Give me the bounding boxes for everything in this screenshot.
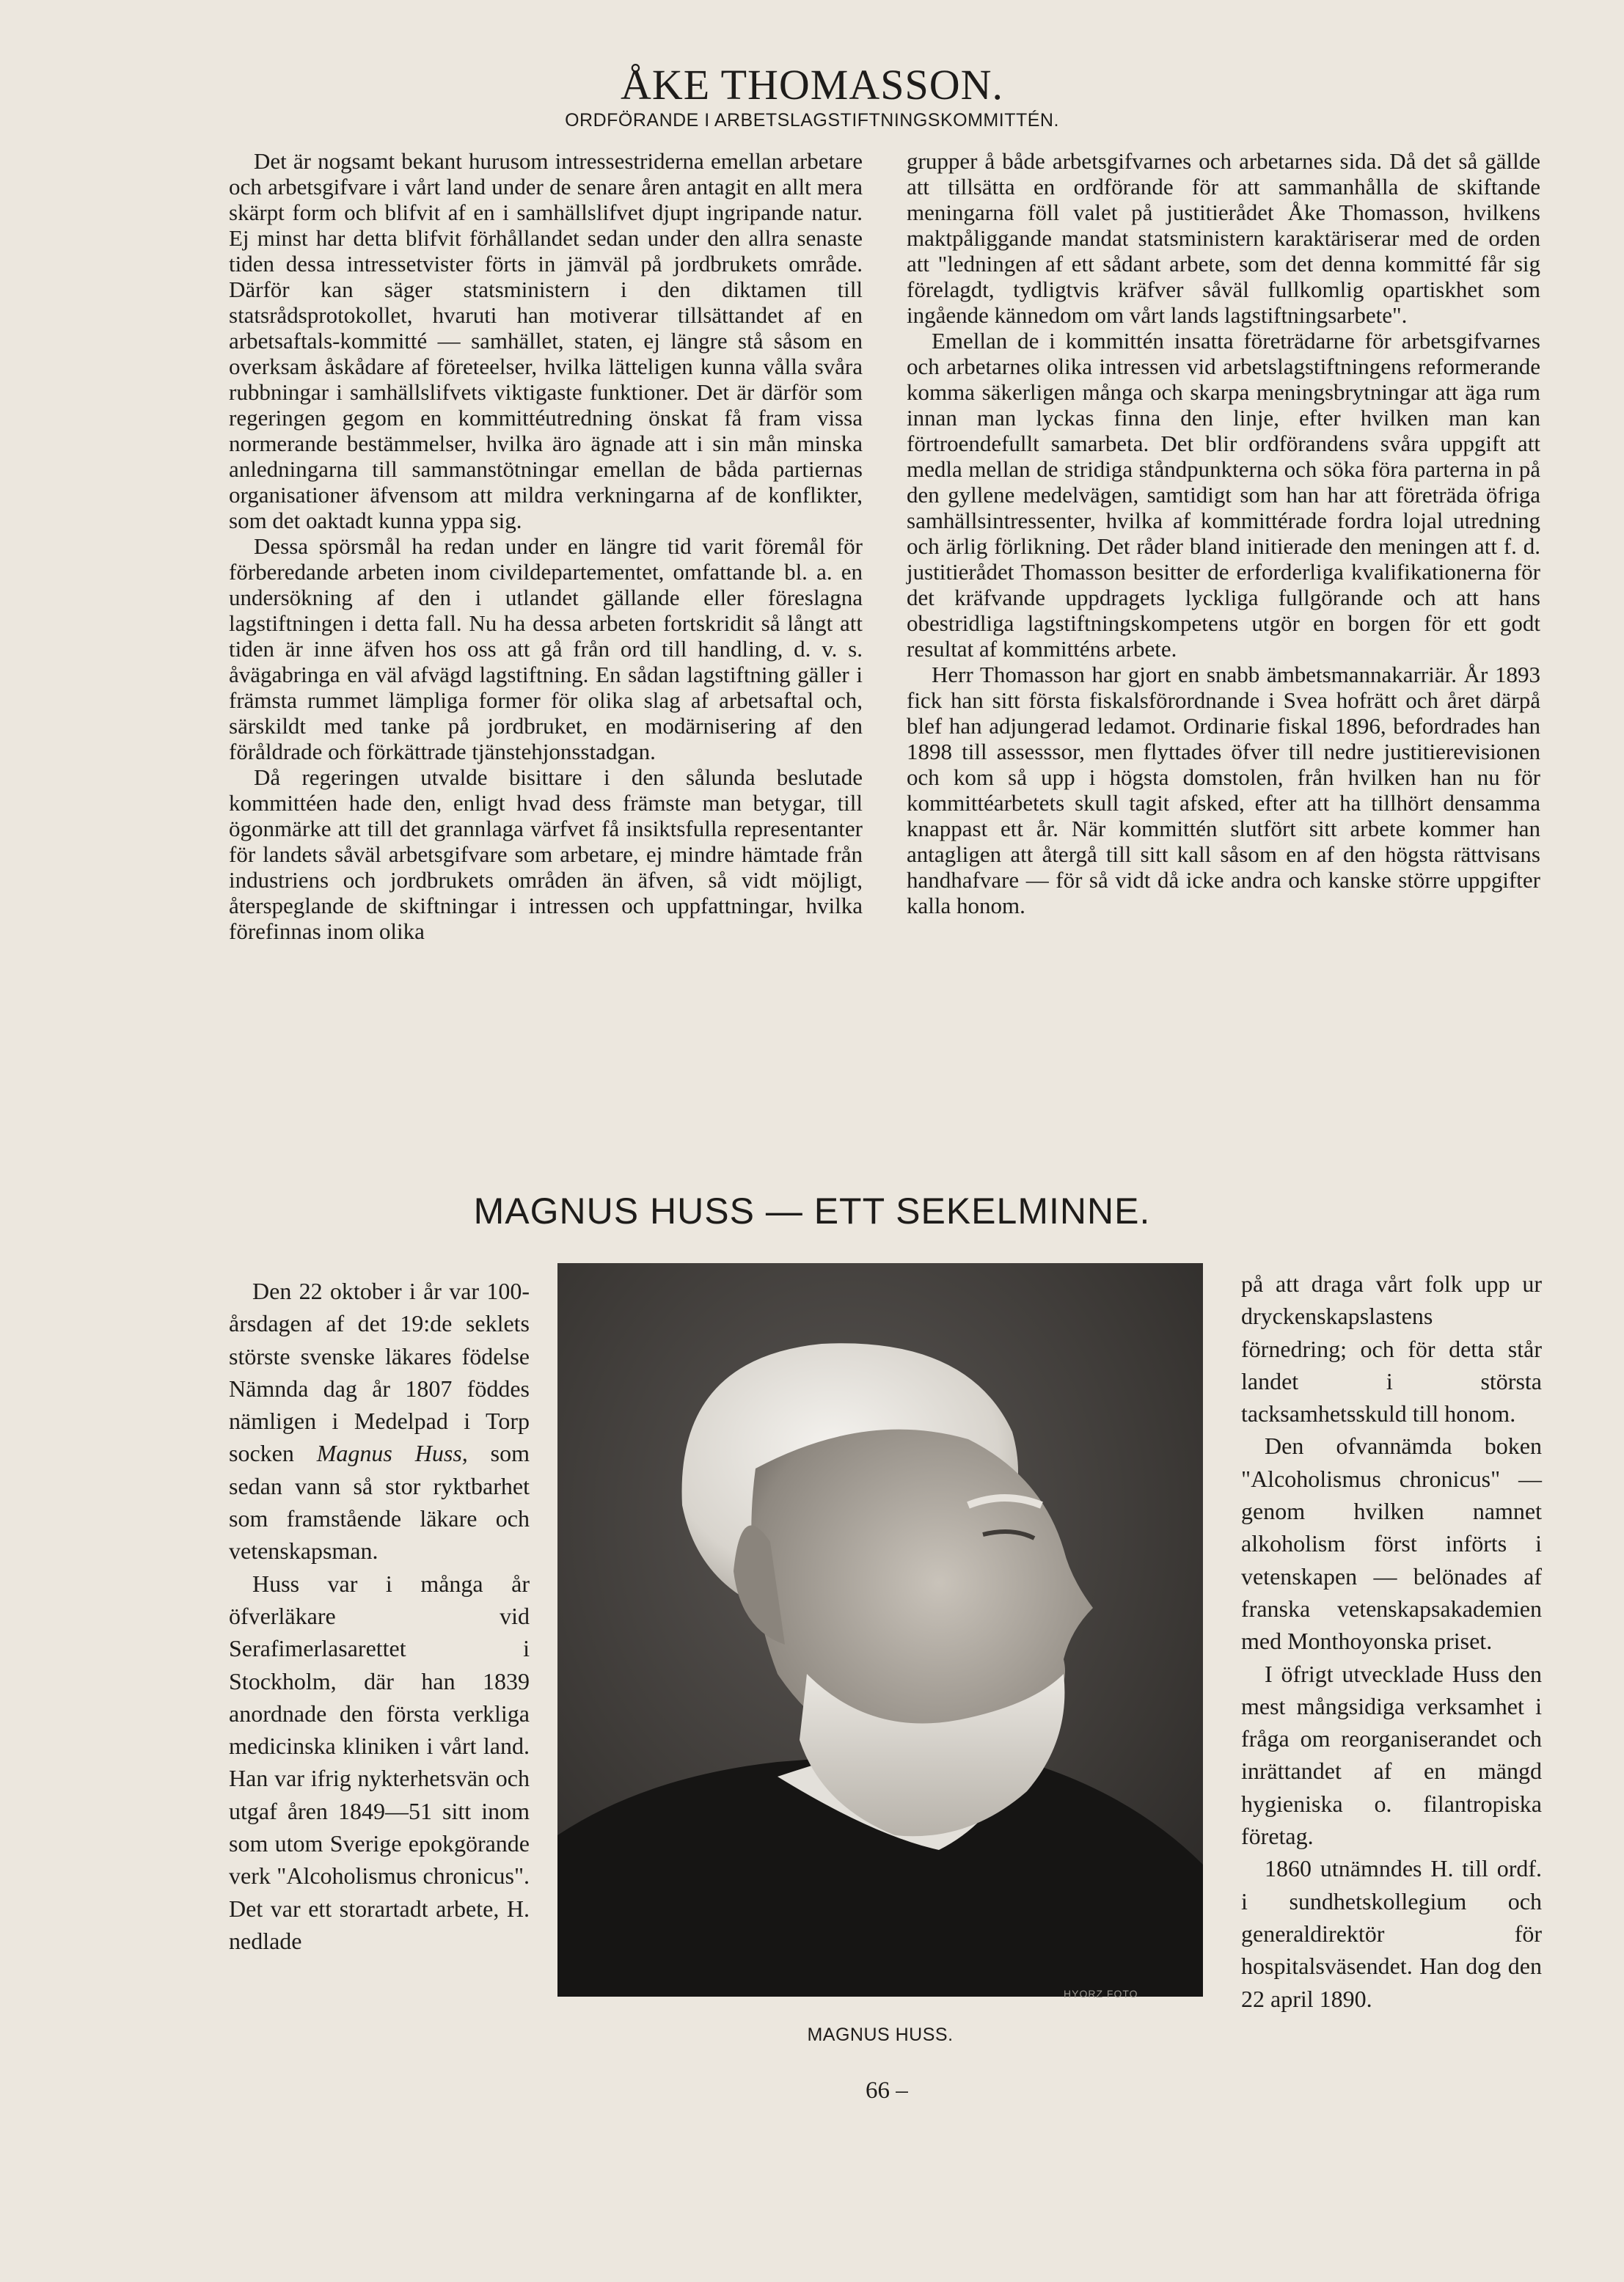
paragraph: på att draga vårt folk upp ur dryckenskapslastens förnedring; och för detta står landet i största tacksamhetsskuld till honom. — [1241, 1270, 1542, 1427]
person-name: Magnus Huss, — [316, 1440, 468, 1467]
paragraph: Emellan de i kommittén insatta företrädarne för arbetsgifvarnes och arbetarnes olika intressen vid arbetslagstiftningens reformerande komma säkerligen många och skarpa meningsbrytningar att äga rum innan man lyckas finna den linje, efter hvilken man kan förtroendefullt samarbeta. Det blir ordförandens svåra uppgift att medla mellan de stridiga ståndpunkterna och söka föra parterna in på den gyllene medelvägen, samtidigt som han har att företräda öfriga samhällsintressenter, hvilka af kommittérade fordra lojal utredning och ärlig förlikning. Det råder bland initierade den meningen att f. d. justitierådet Thomasson besitter de erforderliga kvalifikationerna för det kräfvande uppdragets lyckliga fullgörande och att hans obestridliga lagstiftningskompetens utgör en borgen för ett godt resultat af kommitténs arbete. — [907, 328, 1540, 662]
paragraph — [229, 1275, 530, 1568]
text-run: Den 22 oktober i år var 100-årsdagen af det 19:de seklets störste svenske läkares födelse Nämnda dag år 1807 föddes nämligen i Medelpad i Torp socken — [229, 1278, 530, 1467]
paragraph: 1860 utnämndes H. till ordf. i sundhetskollegium och generaldirektör för hospitalsväsendet. Han dog den 22 april 1890. — [1241, 1855, 1542, 2012]
paragraph: Dessa spörsmål ha redan under en längre tid varit föremål för förberedande arbeten inom civildepartementet, omfattande bl. a. en undersökning af den i utlandet gällande eller föreslagna lagstiftningen i detta fall. Nu ha dessa arbeten fortskridit så långt att tiden är inne äfven hos oss att gå från ord till handling, d. v. s. åvägabringa en väl afvägd lagstiftning. En sådan lagstiftning gäller i främsta rummet lämpliga former för olika slag af arbetsaftal och, särskildt med tanke på jordbruket, en modärnisering af den föråldrade och förkättrade tjänstehjonsstadgan. — [229, 533, 863, 764]
article-subtitle: ORDFÖRANDE I ARBETSLAGSTIFTNINGSKOMMITTÉN. — [565, 110, 1059, 131]
photo-caption: MAGNUS HUSS. — [807, 2025, 954, 2045]
paragraph: Herr Thomasson har gjort en snabb ämbetsmannakarriär. År 1893 fick han sitt första fiskalsförordnande i Svea hofrätt och året därpå blef han adjungerad ledamot. Ordinarie fiskal 1896, befordrades han 1898 till assesssor, men flyttades öfver till nedre justitierevisionen och kom så upp i högsta domstolen, från hvilken han nu för kommittéarbetets skull tagit afsked, efter att ha tillhört densamma knappast ett år. När kommittén slutfört sitt arbete kommer han antagligen att återgå till sitt kall såsom en af den högsta rättvisans handhafvare — för så vidt då icke andra och kanske större uppgifter kalla honom. — [907, 662, 1540, 918]
photo-credit: HYORZ FOTO — [1064, 1988, 1138, 2000]
thomasson-left-column — [229, 148, 863, 944]
text-run: som sedan vann så stor ryktbarhet som framstående läkare och vetenskapsman. — [229, 1440, 530, 1565]
huss-right-column — [1241, 1268, 1542, 2015]
paragraph: Det är nogsamt bekant hurusom intressestriderna emellan arbetare och arbetsgifvare i vårt land under de senare åren antagit en allt mera skärpt form och blifvit af en i samhällslifvet djupt ingripande natur. Ej minst har detta blifvit förhållandet sedan under den allra senaste tiden dessa intressetvister förts in jämväl på jordbrukets område. Därför kan säger statsministern i den diktamen till statsrådsprotokollet, hvaruti han motiverar tillsättandet af en arbetsaftals-kommitté — samhället, staten, ej längre stå såsom en overksam åskådare af företeelser, hvilka lätteligen kunna vålla svåra rubbningar i samhällslifvets viktigaste funktioner. Det är därför som regeringen gegom en kommittéutredning önskat få fram vissa normerande bestämmelser, hvilka äro ägnade att i sin mån minska anledningarna till sammanstötningar emellan de båda partiernas organisationer äfvensom att mildra verkningarna af de konflikter, som det oaktadt kunna yppa sig. — [229, 148, 863, 533]
paragraph: grupper å både arbetsgifvarnes och arbetarnes sida. Då det så gällde att tillsätta en ordförande för att sammanhålla de skiftande meningarna föll valet på justitierådet Åke Thomasson, hvilkens maktpåliggande mandat statsministern karaktäriserar med de orden att "ledningen af ett sådant arbete, som det denna kommitté får sig förelagdt, tydligtvis kräfver såväl fullkomlig opartiskhet som ingående kännedom om vårt lands lagstiftningsarbete". — [907, 148, 1540, 328]
article-title-ake-thomasson: ÅKE THOMASSON. — [620, 61, 1004, 109]
portrait-photo-magnus-huss — [557, 1263, 1203, 1997]
huss-left-column — [229, 1275, 530, 1957]
paragraph: I öfrigt utvecklade Huss den mest mångsidiga verksamhet i fråga om reorganiserandet och inrättandet af en mängd hygieniska o. filantropiska företag. — [1241, 1660, 1542, 1850]
paragraph — [229, 1568, 530, 1958]
article-title-magnus-huss: MAGNUS HUSS — ETT SEKELMINNE. — [473, 1191, 1151, 1232]
thomasson-right-column — [907, 148, 1540, 918]
paragraph: Då regeringen utvalde bisittare i den sålunda beslutade kommittéen hade den, enligt hvad dess främste man betygar, till ögonmärke att till det grannlaga värfvet få insiktsfulla representanter för landets såväl arbetsgifvare som arbetare, ej mindre hämtade från industriens och jordbrukets områden än äfven, så vidt möjligt, återspeglande de skiftningar i intressen och uppfattningar, hvilka förefinnas inom olika — [229, 764, 863, 944]
portrait-illustration — [557, 1263, 1203, 1997]
paragraph: Den ofvannämda boken "Alcoholismus chronicus" — genom hvilken namnet alkoholism först införts i vetenskapen — belönades af franska vetenskapsakademien med Monthoyonska priset. — [1241, 1433, 1542, 1655]
page-number: 66 – — [866, 2077, 908, 2104]
text-run: Huss var i många år öfverläkare vid Serafimerlasarettet i Stockholm, där han 1839 anordnade den första verkliga medicinska kliniken i vårt land. Han var ifrig nykterhetsvän och utgaf åren 1849—51 sitt inom som utom Sverige epokgörande verk "Alcoholismus chronicus". Det var ett storartadt arbete, H. nedlade — [229, 1570, 530, 1954]
